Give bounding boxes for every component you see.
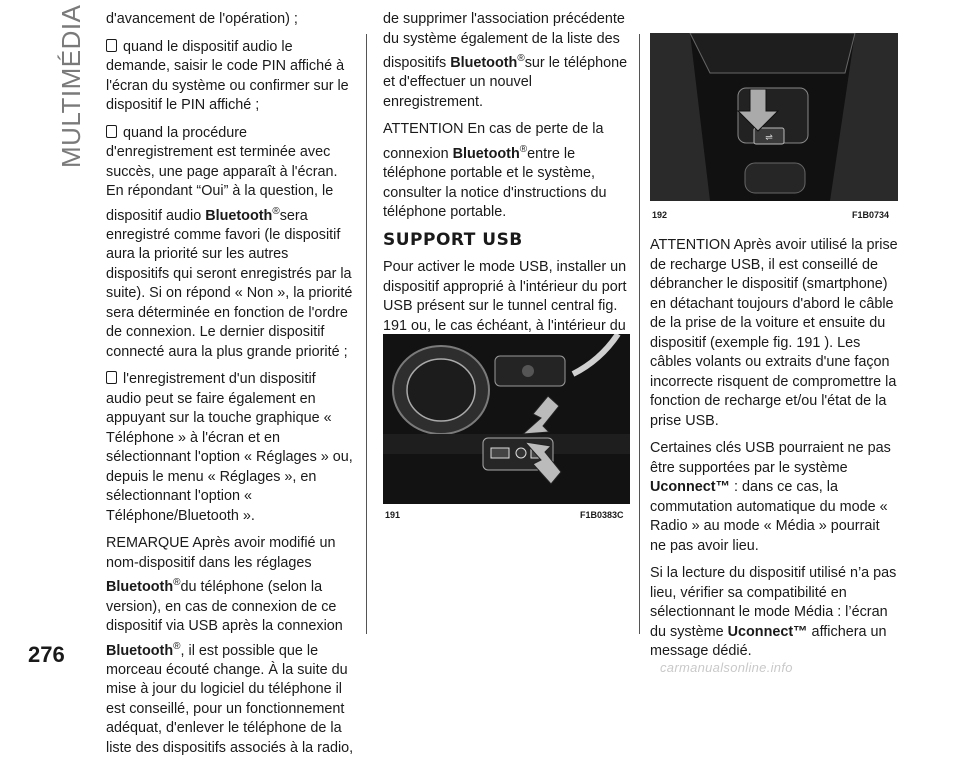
paragraph: Si la lecture du dispositif utilisé n’a pas lieu, vérifier sa compatibilité en sélectionnant le mode Média : l’écran du système Uconnect™ affichera un message dédié. bbox=[650, 565, 897, 659]
attention-note: ATTENTION Après avoir utilisé la prise de recharge USB, il est conseillé de débrancher le dispositif (smartphone) en détachant toujours d'abord le câble de la prise de la voiture et ensuite du dispositif (exemple fig. 191 ). Les câbles volants ou extraits d'une façon incorrecte risquent de compromettre la fonction de recharge et/ou l'état de la prise USB. bbox=[650, 237, 898, 429]
paragraph: Pour activer le mode USB, installer un dispositif approprié à l'intérieur du port USB présent sur le tunnel central fig. 191 ou, le cas échéant, à l'intérieur du bbox=[383, 259, 627, 334]
figure-code: F1B0383C bbox=[580, 510, 624, 520]
footer-watermark: carmanualsonline.info bbox=[660, 660, 793, 675]
usb-tunnel-illustration bbox=[383, 334, 630, 504]
paragraph: d'avancement de l'opération) ; bbox=[106, 11, 298, 27]
figure-191 bbox=[383, 334, 630, 504]
paragraph: Certaines clés USB pourraient ne pas être supportées par le système Uconnect™ : dans ce cas, la commutation automatique du mode « Radio » au mode « Média » pourrait ne pas avoir lieu. bbox=[650, 440, 891, 554]
paragraph: de supprimer l'association précédente du système également de la liste des dispositifs Bluetooth®sur le téléphone et d'effectuer un nouvel enregistrement. bbox=[383, 11, 628, 110]
column-1 bbox=[106, 10, 354, 766]
note: REMARQUE Après avoir modifié un nom-dispositif dans les réglages Bluetooth®du téléphone (selon la version), en cas de connexion de ce dispositif via USB après la connexion Bluetooth®, il est possible que le morceau écouté change. À la suite du mise à jour du logiciel du téléphone il est conseillé, pour un fonctionnement adéquat, d'enlever le téléphone de la liste des dispositifs associés à la radio, bbox=[106, 535, 354, 756]
column-3 bbox=[650, 236, 898, 670]
bullet-item: l'enregistrement d'un dispositif audio peut se faire également en appuyant sur la touche graphique « Téléphone » à l'écran et en sélectionnant l'option « Réglages » ou, depuis le menu « Réglages », en sélectionnant l'option « Téléphone/Bluetooth ». bbox=[106, 371, 353, 524]
bullet-icon bbox=[106, 125, 117, 138]
figure-number: 192 bbox=[652, 210, 668, 220]
figure-192 bbox=[650, 33, 898, 201]
bullet-icon bbox=[106, 371, 117, 384]
figure-number: 191 bbox=[385, 510, 401, 520]
svg-text:⇌: ⇌ bbox=[765, 133, 773, 143]
bullet-item: quand le dispositif audio le demande, saisir le code PIN affiché à l'écran du système ou confirmer sur le dispositif le PIN affiché ; bbox=[106, 38, 349, 113]
figure-code: F1B0734 bbox=[852, 210, 890, 220]
page-number: 276 bbox=[28, 642, 65, 667]
section-heading: SUPPORT USB bbox=[383, 229, 523, 250]
usb-rear-console-illustration bbox=[650, 33, 898, 201]
bullet-item: quand la procédure d'enregistrement est terminée avec succès, une page apparaît à l'écran. En répondant “Oui” à la question, le dispositif audio Bluetooth®sera enregistré comme favori (le dispositif aura la priorité sur les autres dispositifs qui seront enregistrés par la suite). Si on répond « Non », la priorité sera déterminée en fonction de l'ordre de connexion. Le dernier dispositif connecté aura la plus grande priorité ; bbox=[106, 124, 353, 360]
column-divider bbox=[366, 34, 367, 634]
bullet-icon bbox=[106, 39, 117, 52]
attention-note: ATTENTION En cas de perte de la connexion Bluetooth®entre le téléphone portable et le système, consulter la notice d'instructions du téléphone portable. bbox=[383, 121, 607, 221]
column-divider bbox=[639, 34, 640, 634]
column-2 bbox=[383, 10, 630, 383]
section-title: MULTIMÉDIA bbox=[56, 4, 86, 168]
